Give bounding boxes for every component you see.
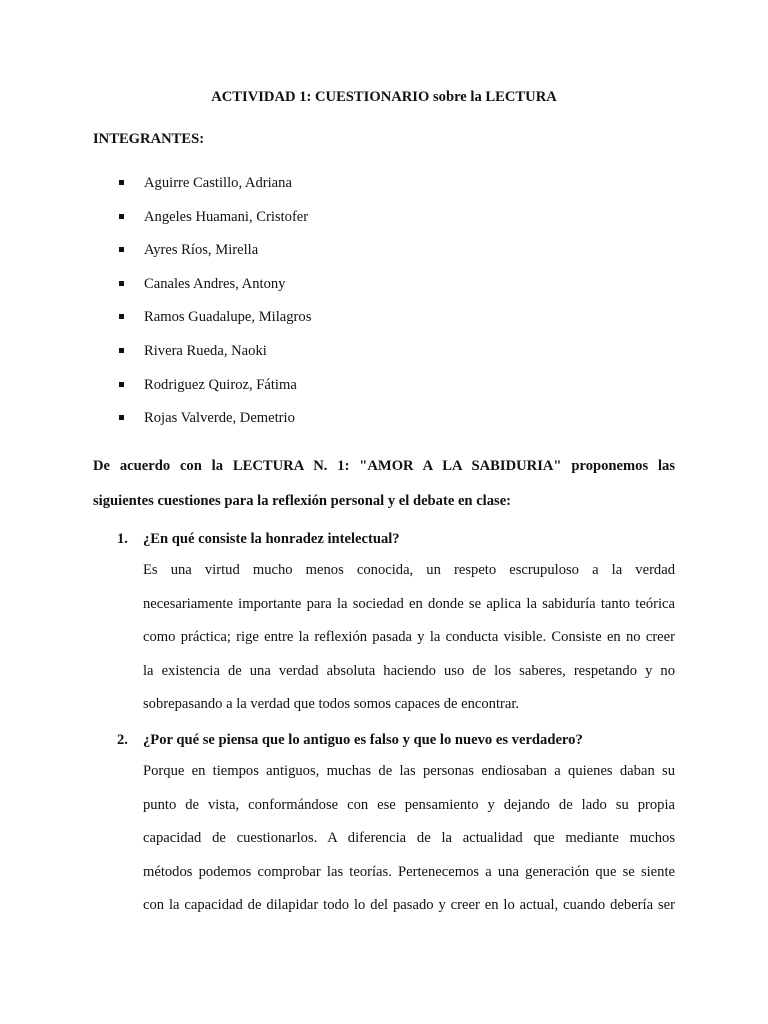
list-item — [118, 407, 311, 441]
question-number: 2. — [117, 732, 128, 748]
square-bullet-icon — [119, 314, 124, 319]
member-name: Ayres Ríos, Mirella — [144, 242, 259, 259]
answer-2 — [143, 755, 675, 923]
members-list — [118, 172, 311, 441]
question-text: ¿Por qué se piensa que lo antiguo es falso y que lo nuevo es verdadero? — [143, 732, 583, 748]
square-bullet-icon — [119, 180, 124, 185]
answer-line: Porque en tiempos antiguos, muchas de las personas endiosaban a quienes daban su — [143, 763, 675, 779]
list-item — [118, 239, 311, 273]
answer-line: métodos podemos comprobar las teorías. Pertenecemos a una generación que se siente — [143, 863, 675, 880]
member-name: Rojas Valverde, Demetrio — [144, 410, 295, 427]
member-name: Rodriguez Quiroz, Fátima — [144, 376, 297, 393]
member-name: Rivera Rueda, Naoki — [144, 342, 267, 359]
member-name: Angeles Huamani, Cristofer — [144, 208, 309, 225]
member-name: Ramos Guadalupe, Milagros — [144, 309, 312, 326]
member-name: Aguirre Castillo, Adriana — [144, 175, 292, 191]
square-bullet-icon — [119, 214, 124, 219]
answer-line: Es una virtud mucho menos conocida, un respeto escrupuloso a la verdad — [143, 562, 675, 578]
question-1 — [117, 530, 400, 548]
answer-1 — [143, 554, 675, 722]
question-2 — [117, 731, 583, 749]
square-bullet-icon — [119, 415, 124, 420]
list-item — [118, 340, 311, 374]
question-number: 1. — [117, 531, 128, 547]
answer-line: como práctica; rige entre la reflexión pasada y la conducta visible. Consiste en no creer — [143, 629, 675, 646]
square-bullet-icon — [119, 247, 124, 252]
answer-line: capacidad de cuestionarlos. A diferencia de la actualidad que mediante muchos — [143, 830, 675, 847]
answer-line: necesariamente importante para la sociedad en donde se aplica la sabiduría tanto teórica — [143, 595, 675, 612]
document-title: ACTIVIDAD 1: CUESTIONARIO sobre la LECTURA — [211, 89, 557, 105]
intro-line: De acuerdo con la LECTURA N. 1: "AMOR A LA SABIDURIA" proponemos las — [93, 458, 675, 474]
list-item — [118, 172, 311, 206]
list-item — [118, 206, 311, 240]
square-bullet-icon — [119, 382, 124, 387]
square-bullet-icon — [119, 281, 124, 286]
intro-line: siguientes cuestiones para la reflexión personal y el debate en clase: — [93, 493, 512, 509]
list-item — [118, 374, 311, 408]
answer-line: con la capacidad de dilapidar todo lo del pasado y creer en lo actual, cuando debería ser — [143, 897, 675, 914]
question-text: ¿En qué consiste la honradez intelectual? — [143, 531, 400, 547]
square-bullet-icon — [119, 348, 124, 353]
list-item — [118, 306, 311, 340]
member-name: Canales Andres, Antony — [144, 275, 286, 292]
intro-paragraph — [93, 449, 675, 519]
answer-line: punto de vista, conformándose con ese pensamiento y dejando de lado su propia — [143, 796, 675, 813]
members-label: INTEGRANTES: — [93, 131, 205, 147]
answer-line: sobrepasando a la verdad que todos somos capaces de encontrar. — [143, 696, 520, 713]
answer-line: la existencia de una verdad absoluta haciendo uso de los saberes, respetando y no — [143, 662, 675, 679]
list-item — [118, 273, 311, 307]
